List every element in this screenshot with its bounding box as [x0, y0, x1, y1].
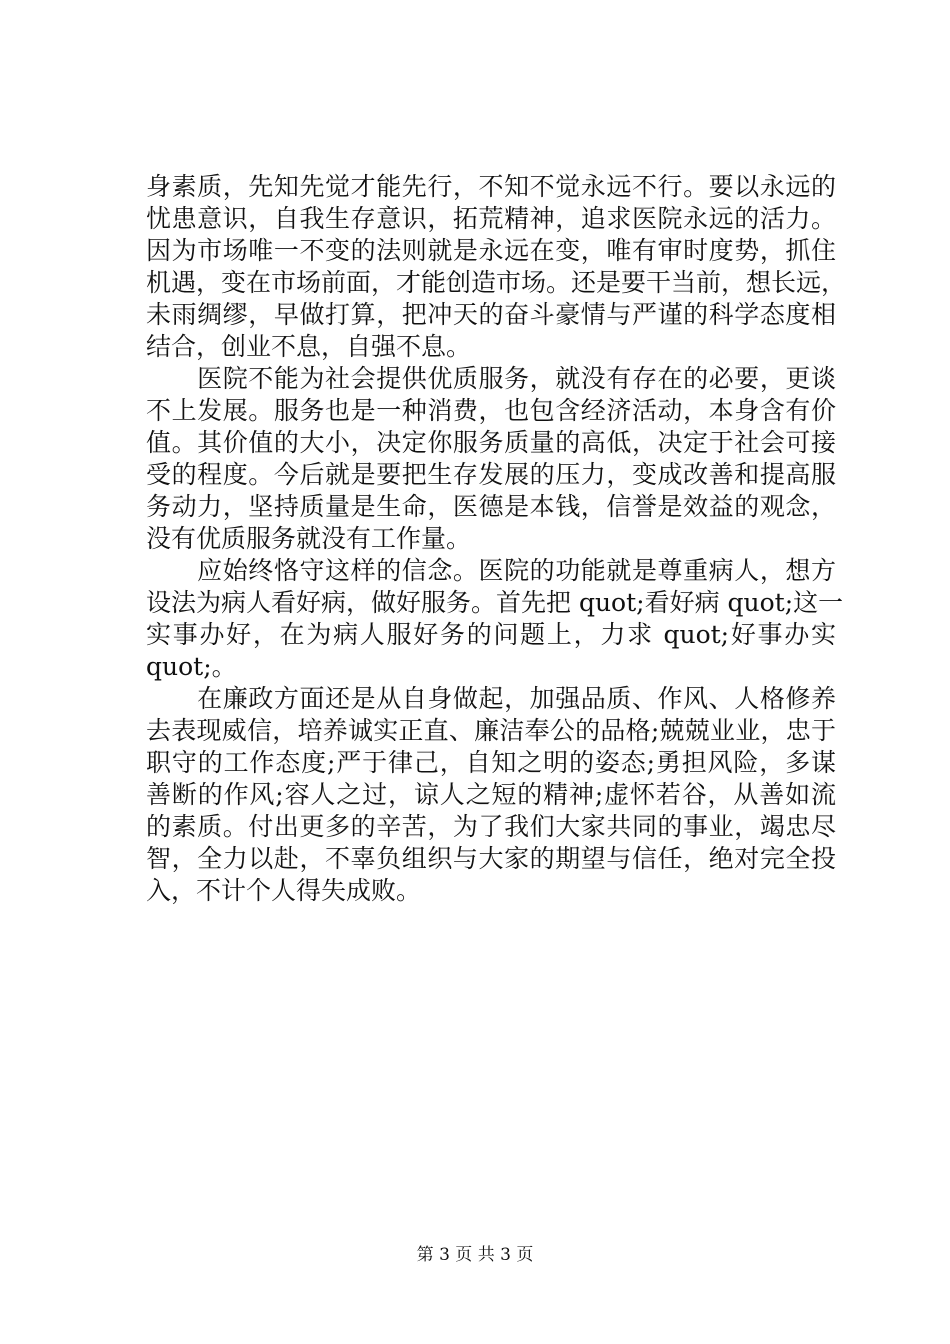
text-line: 实事办好，在为病人服好务的问题上，力求 quot;好事办实	[146, 620, 836, 649]
text-line: 结合，创业不息，自强不息。	[146, 332, 472, 361]
text-line: 没有优质服务就没有工作量。	[146, 524, 472, 553]
text-line: 在廉政方面还是从自身做起，加强品质、作风、人格修养	[146, 684, 836, 713]
text-line: 因为市场唯一不变的法则就是永远在变，唯有审时度势，抓住	[146, 236, 836, 265]
text-line: 机遇，变在市场前面，才能创造市场。还是要干当前，想长远，	[146, 268, 847, 297]
body-text	[146, 171, 847, 907]
text-line: 智，全力以赴，不辜负组织与大家的期望与信任，绝对完全投	[146, 844, 836, 873]
page-footer: 第 3 页 共 3 页	[416, 1245, 534, 1265]
text-line: 的素质。付出更多的辛苦，为了我们大家共同的事业，竭忠尽	[146, 812, 836, 841]
text-line: 忧患意识，自我生存意识，拓荒精神，追求医院永远的活力。	[146, 204, 836, 233]
text-line: 受的程度。今后就是要把生存发展的压力，变成改善和提高服	[146, 460, 836, 489]
text-line: 身素质，先知先觉才能先行，不知不觉永远不行。要以永远的	[146, 172, 836, 201]
text-line: 不上发展。服务也是一种消费，也包含经济活动，本身含有价	[146, 396, 836, 425]
text-line: 入，不计个人得失成败。	[146, 876, 422, 905]
text-line: 务动力，坚持质量是生命，医德是本钱，信誉是效益的观念，	[146, 492, 836, 521]
text-line: 未雨绸缪，早做打算，把冲天的奋斗豪情与严谨的科学态度相	[146, 300, 836, 329]
text-line: 应始终恪守这样的信念。医院的功能就是尊重病人，想方	[146, 556, 836, 585]
text-line: 医院不能为社会提供优质服务，就没有存在的必要，更谈	[146, 364, 836, 393]
text-line: 善断的作风;容人之过，谅人之短的精神;虚怀若谷，从善如流	[146, 780, 836, 809]
text-line: 设法为病人看好病，做好服务。首先把 quot;看好病 quot;这一	[146, 588, 844, 617]
text-line: quot;。	[146, 652, 237, 681]
text-line: 去表现威信，培养诚实正直、廉洁奉公的品格;兢兢业业，忠于	[146, 716, 836, 745]
text-line: 值。其价值的大小，决定你服务质量的高低，决定于社会可接	[146, 428, 836, 457]
text-line: 职守的工作态度;严于律己，自知之明的姿态;勇担风险，多谋	[146, 748, 836, 777]
